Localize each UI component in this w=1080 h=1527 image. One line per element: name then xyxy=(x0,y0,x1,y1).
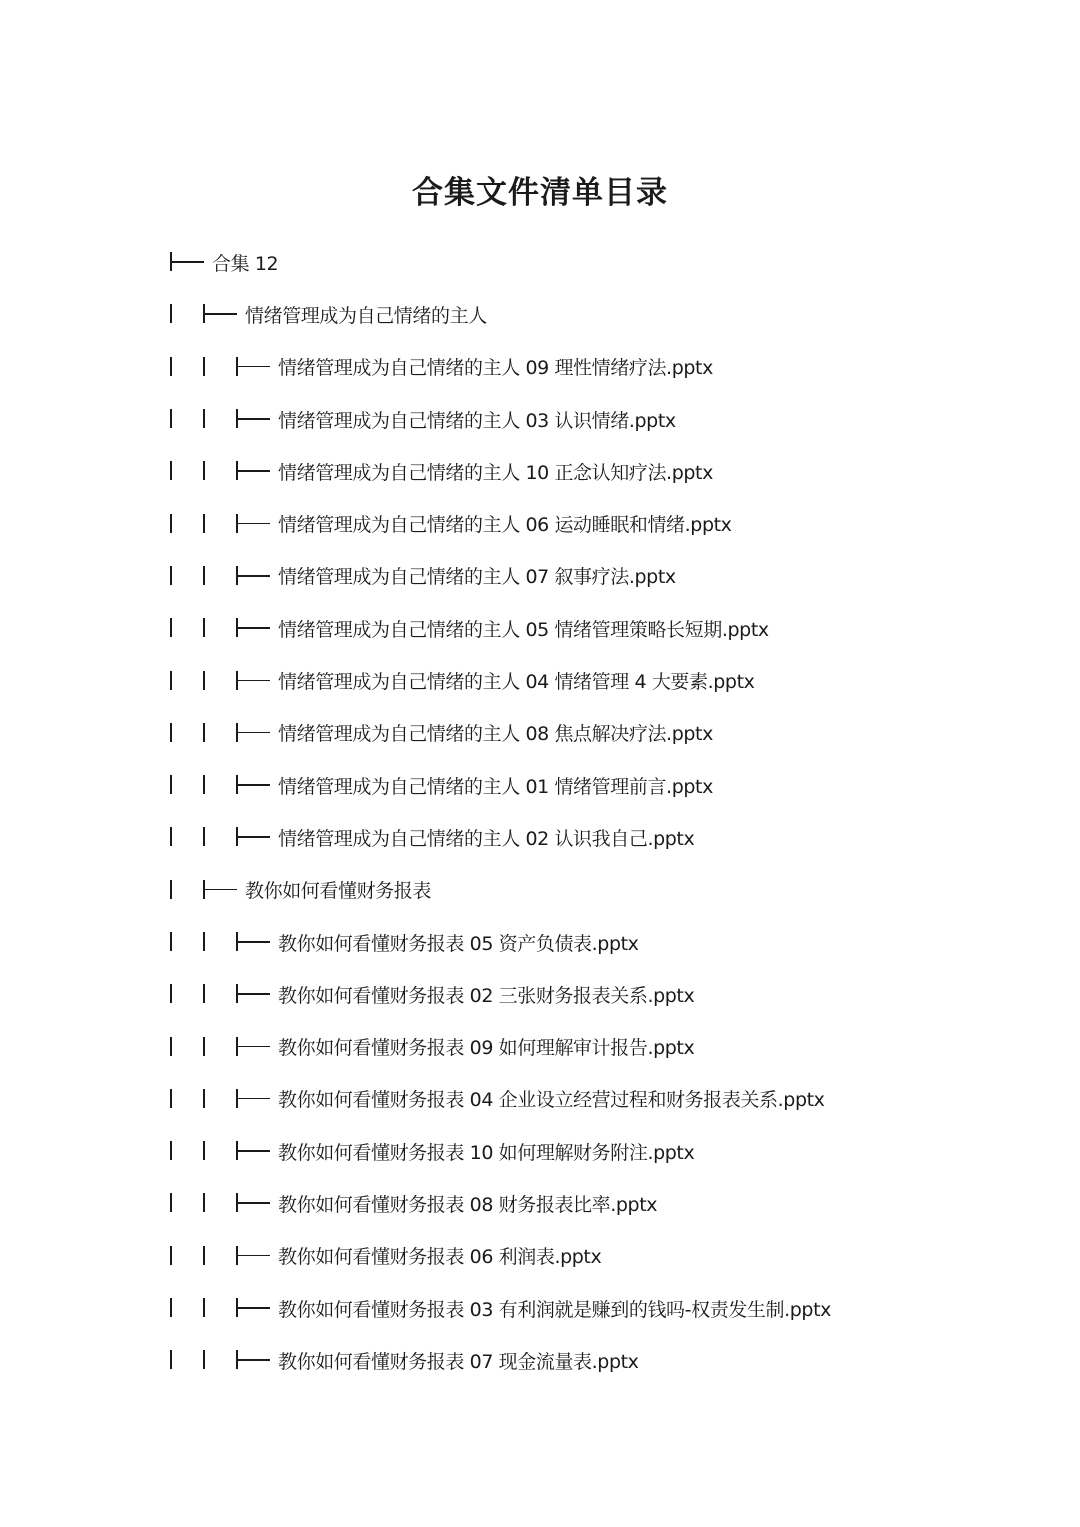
tree-item-label: 情绪管理成为自己情绪的主人 03 认识情绪.pptx xyxy=(278,409,676,432)
tree-vertical-line xyxy=(168,407,201,431)
tree-file-item[interactable] xyxy=(168,759,1048,811)
tree-branch-connector xyxy=(234,982,278,1006)
tree-item-label: 情绪管理成为自己情绪的主人 xyxy=(245,304,487,327)
tree-vertical-line xyxy=(168,1087,201,1111)
tree-item-label: 教你如何看懂财务报表 08 财务报表比率.pptx xyxy=(278,1193,658,1216)
tree-branch-connector xyxy=(234,669,278,693)
tree-vertical-line xyxy=(201,1244,234,1268)
tree-item-label: 情绪管理成为自己情绪的主人 01 情绪管理前言.pptx xyxy=(278,775,713,798)
tree-item-label: 教你如何看懂财务报表 xyxy=(245,880,432,903)
tree-item-label: 情绪管理成为自己情绪的主人 06 运动睡眠和情绪.pptx xyxy=(278,514,732,537)
tree-branch-connector xyxy=(234,1087,278,1111)
tree-item-label: 教你如何看懂财务报表 02 三张财务报表关系.pptx xyxy=(278,984,695,1007)
tree-vertical-line xyxy=(168,512,201,536)
tree-file-item[interactable] xyxy=(168,1334,1048,1386)
tree-vertical-line xyxy=(168,302,201,326)
tree-vertical-line xyxy=(168,930,201,954)
tree-branch-connector xyxy=(234,1139,278,1163)
tree-branch-connector xyxy=(234,355,278,379)
tree-file-item[interactable] xyxy=(168,497,1048,549)
tree-vertical-line xyxy=(168,982,201,1006)
tree-vertical-line xyxy=(201,355,234,379)
tree-vertical-line xyxy=(201,1139,234,1163)
tree-vertical-line xyxy=(168,721,201,745)
tree-file-item[interactable] xyxy=(168,1230,1048,1282)
tree-file-item[interactable] xyxy=(168,1125,1048,1177)
tree-branch-connector xyxy=(201,878,245,902)
tree-branch-connector xyxy=(234,1348,278,1372)
tree-file-item[interactable] xyxy=(168,707,1048,759)
tree-vertical-line xyxy=(168,355,201,379)
tree-vertical-line xyxy=(201,982,234,1006)
tree-vertical-line xyxy=(201,564,234,588)
tree-file-item[interactable] xyxy=(168,445,1048,497)
tree-item-label: 教你如何看懂财务报表 05 资产负债表.pptx xyxy=(278,932,639,955)
tree-item-label: 情绪管理成为自己情绪的主人 05 情绪管理策略长短期.pptx xyxy=(278,618,769,641)
tree-file-item[interactable] xyxy=(168,393,1048,445)
tree-branch-connector xyxy=(234,773,278,797)
tree-item-label: 情绪管理成为自己情绪的主人 09 理性情绪疗法.pptx xyxy=(278,357,713,380)
tree-item-label: 教你如何看懂财务报表 06 利润表.pptx xyxy=(278,1246,602,1269)
tree-branch-connector xyxy=(234,616,278,640)
tree-item-label: 教你如何看懂财务报表 04 企业设立经营过程和财务报表关系.pptx xyxy=(278,1089,825,1112)
tree-item-label: 教你如何看懂财务报表 07 现金流量表.pptx xyxy=(278,1350,639,1373)
tree-item-label: 情绪管理成为自己情绪的主人 02 认识我自己.pptx xyxy=(278,827,695,850)
tree-file-item[interactable] xyxy=(168,550,1048,602)
tree-item-label: 教你如何看懂财务报表 10 如何理解财务附注.pptx xyxy=(278,1141,695,1164)
tree-branch-connector xyxy=(234,930,278,954)
tree-vertical-line xyxy=(168,878,201,902)
tree-item-label: 情绪管理成为自己情绪的主人 04 情绪管理 4 大要素.pptx xyxy=(278,671,755,694)
tree-folder-item[interactable] xyxy=(168,864,1048,916)
tree-vertical-line xyxy=(201,721,234,745)
tree-vertical-line xyxy=(168,773,201,797)
tree-branch-connector xyxy=(234,564,278,588)
tree-branch-connector xyxy=(234,512,278,536)
tree-vertical-line xyxy=(168,564,201,588)
tree-file-item[interactable] xyxy=(168,654,1048,706)
tree-vertical-line xyxy=(201,1296,234,1320)
tree-vertical-line xyxy=(201,459,234,483)
tree-item-label: 教你如何看懂财务报表 03 有利润就是赚到的钱吗-权责发生制.pptx xyxy=(278,1298,831,1321)
tree-file-item[interactable] xyxy=(168,1282,1048,1334)
tree-branch-connector xyxy=(234,1035,278,1059)
tree-file-item[interactable] xyxy=(168,1073,1048,1125)
tree-vertical-line xyxy=(201,1348,234,1372)
tree-vertical-line xyxy=(168,1035,201,1059)
tree-branch-connector xyxy=(234,407,278,431)
tree-branch-connector xyxy=(234,721,278,745)
tree-branch-connector xyxy=(234,825,278,849)
tree-vertical-line xyxy=(168,459,201,483)
tree-file-item[interactable] xyxy=(168,1177,1048,1229)
tree-vertical-line xyxy=(201,1035,234,1059)
tree-branch-connector xyxy=(168,250,212,274)
tree-branch-connector xyxy=(234,1296,278,1320)
tree-vertical-line xyxy=(168,616,201,640)
tree-branch-connector xyxy=(234,1244,278,1268)
tree-item-label: 合集 12 xyxy=(212,252,279,275)
tree-item-label: 情绪管理成为自己情绪的主人 10 正念认知疗法.pptx xyxy=(278,461,713,484)
tree-branch-connector xyxy=(234,1191,278,1215)
tree-vertical-line xyxy=(201,930,234,954)
tree-vertical-line xyxy=(201,407,234,431)
tree-branch-connector xyxy=(234,459,278,483)
tree-vertical-line xyxy=(201,773,234,797)
tree-vertical-line xyxy=(168,1139,201,1163)
tree-file-item[interactable] xyxy=(168,341,1048,393)
tree-vertical-line xyxy=(201,512,234,536)
tree-vertical-line xyxy=(168,1348,201,1372)
tree-vertical-line xyxy=(168,1191,201,1215)
tree-vertical-line xyxy=(168,1296,201,1320)
tree-vertical-line xyxy=(168,669,201,693)
tree-file-item[interactable] xyxy=(168,916,1048,968)
page-title: 合集文件清单目录 xyxy=(412,174,668,211)
tree-vertical-line xyxy=(201,669,234,693)
tree-vertical-line xyxy=(201,1087,234,1111)
tree-item-label: 情绪管理成为自己情绪的主人 07 叙事疗法.pptx xyxy=(278,566,676,589)
file-tree xyxy=(168,236,1048,1387)
tree-vertical-line xyxy=(201,1191,234,1215)
tree-file-item[interactable] xyxy=(168,968,1048,1020)
tree-vertical-line xyxy=(168,1244,201,1268)
tree-file-item[interactable] xyxy=(168,811,1048,863)
tree-item-label: 教你如何看懂财务报表 09 如何理解审计报告.pptx xyxy=(278,1037,695,1060)
tree-file-item[interactable] xyxy=(168,602,1048,654)
tree-branch-connector xyxy=(201,302,245,326)
tree-item-label: 情绪管理成为自己情绪的主人 08 焦点解决疗法.pptx xyxy=(278,723,713,746)
tree-vertical-line xyxy=(201,616,234,640)
tree-vertical-line xyxy=(168,825,201,849)
tree-file-item[interactable] xyxy=(168,1020,1048,1072)
tree-vertical-line xyxy=(201,825,234,849)
tree-root-item[interactable] xyxy=(168,236,1048,288)
tree-folder-item[interactable] xyxy=(168,288,1048,340)
